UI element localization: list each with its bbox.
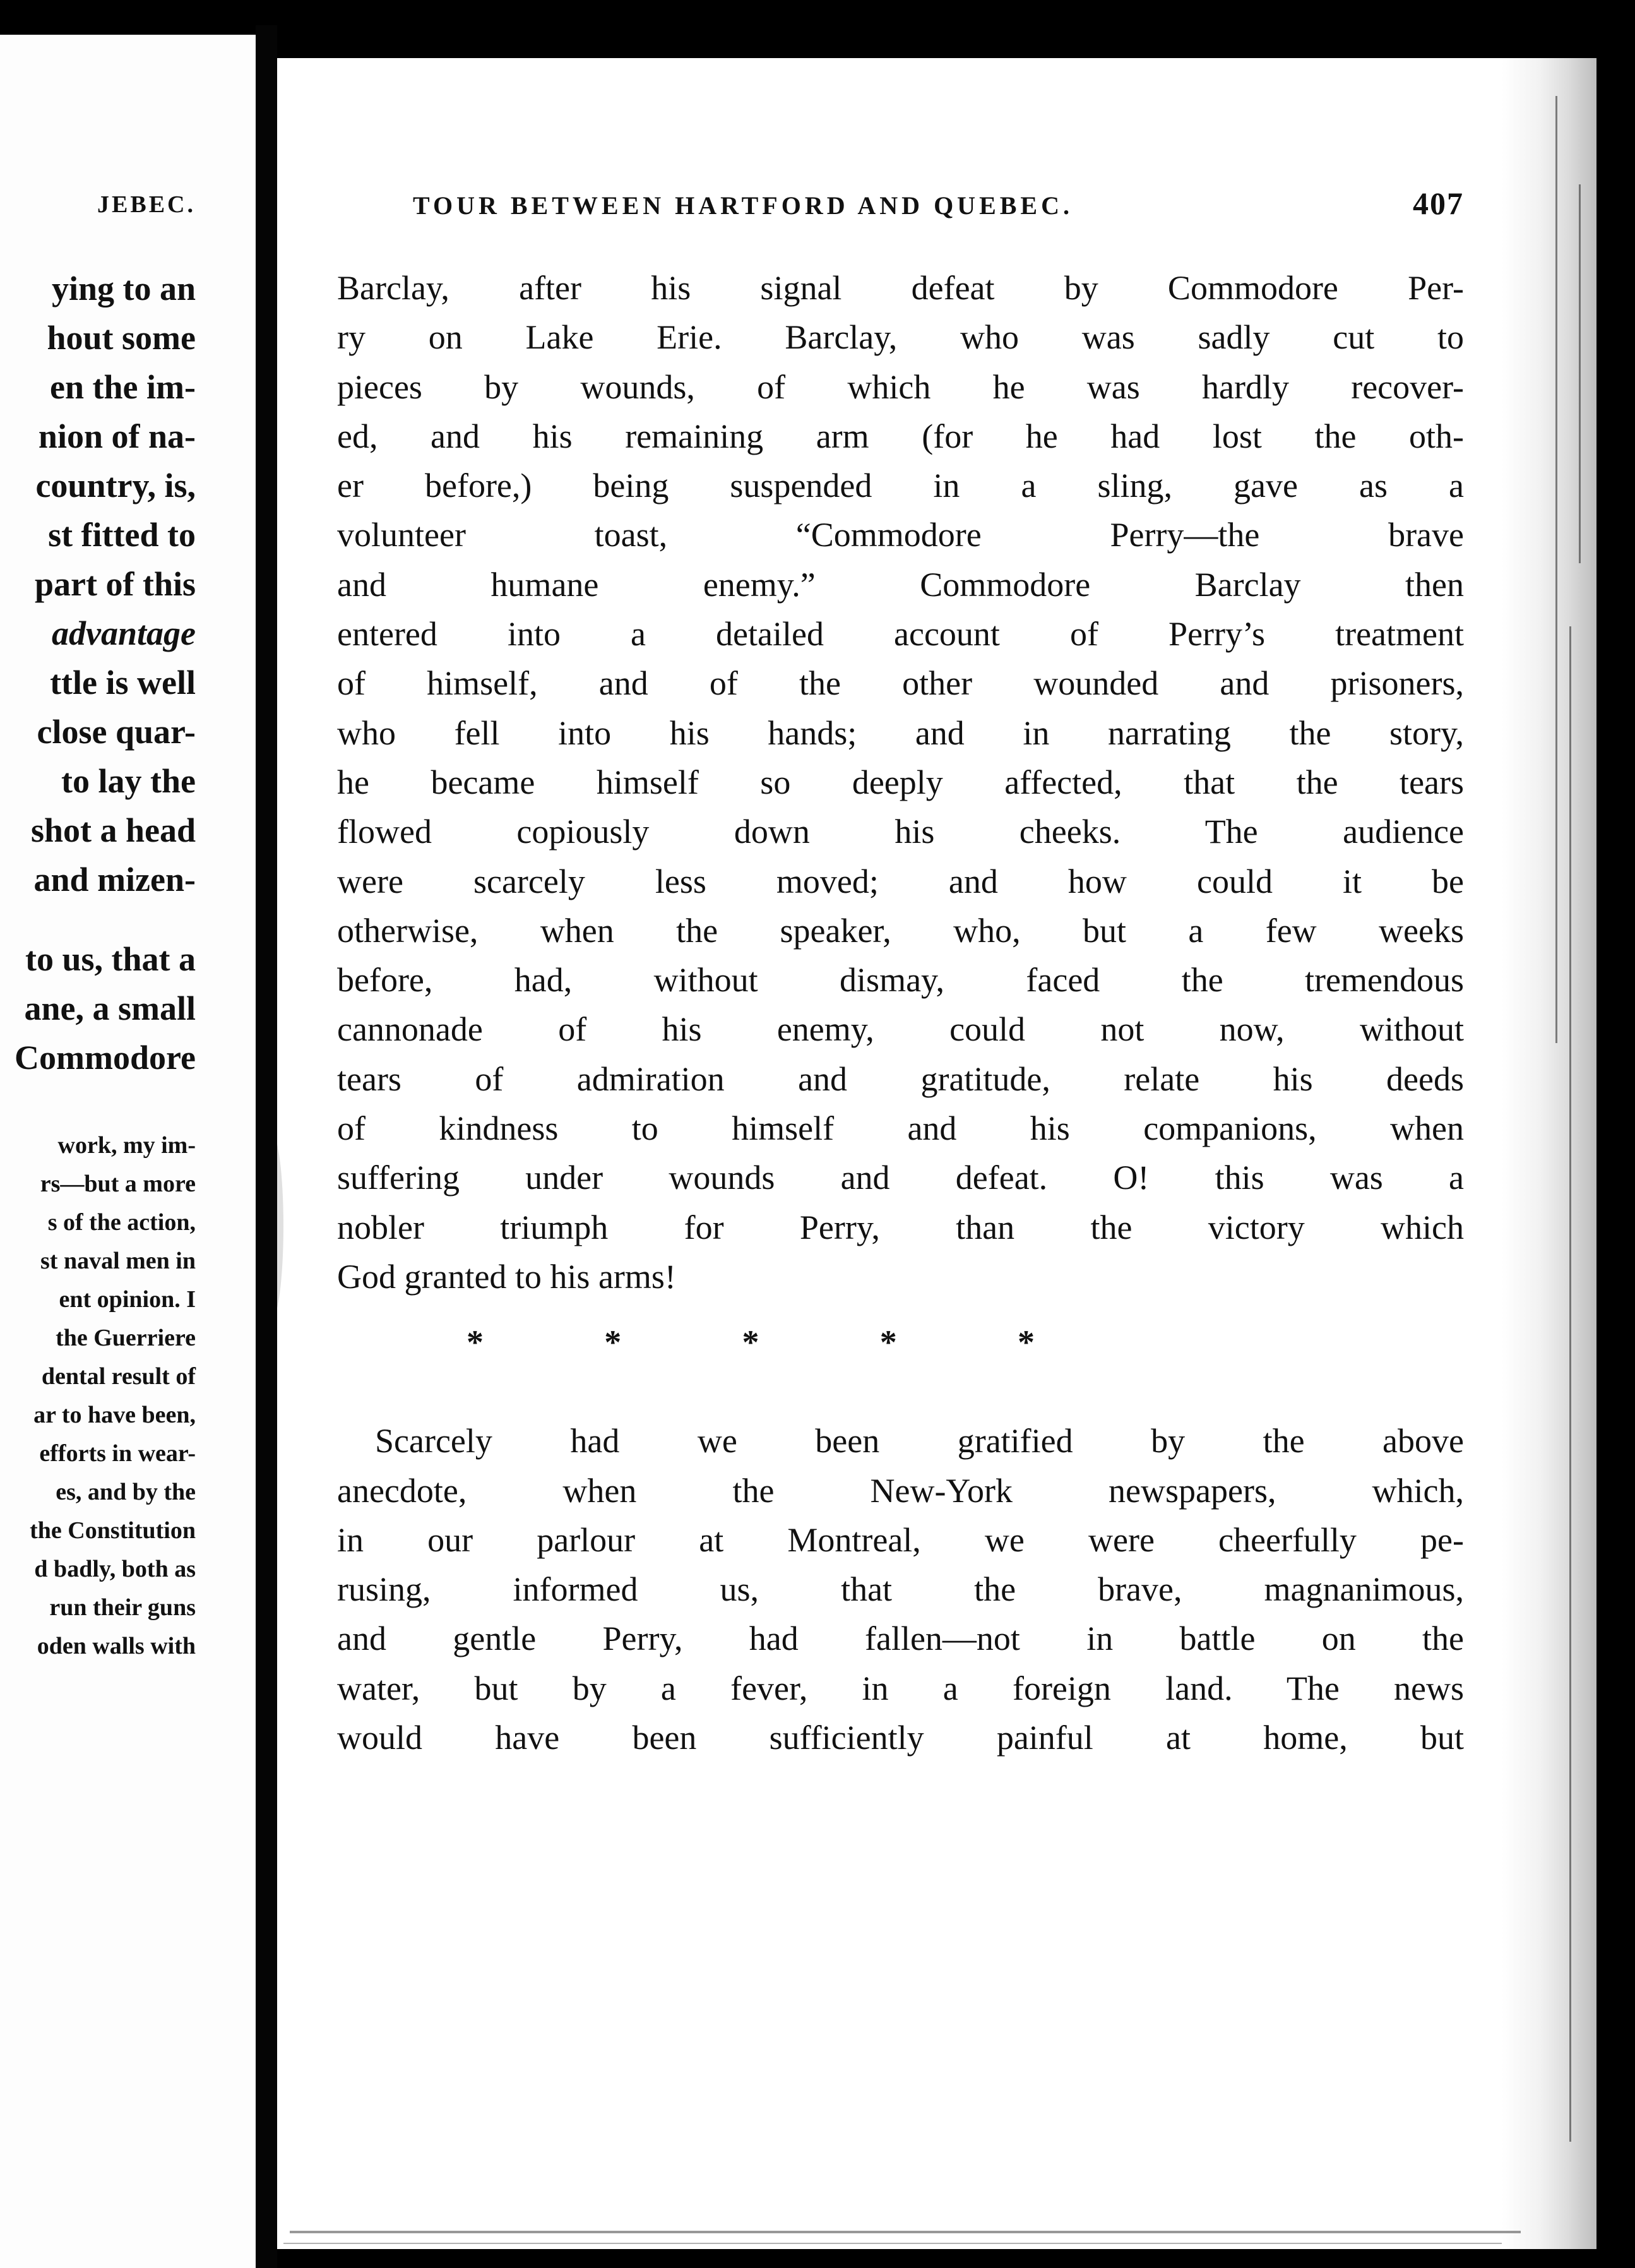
- text-line: of himself, and of the other wounded and prisoners,: [337, 664, 1464, 703]
- page-number: 407: [1413, 186, 1464, 221]
- text-line: advantage: [52, 614, 196, 652]
- text-line: nion of na-: [38, 417, 196, 455]
- text-line: tears of admiration and gratitude, relate his deeds: [337, 1059, 1464, 1098]
- text-line: st fitted to: [48, 516, 196, 554]
- text-line: pieces by wounds, of which he was hardly recover-: [337, 367, 1464, 406]
- text-line: he became himself so deeply affected, that the tears: [337, 763, 1464, 801]
- paragraph-2: [337, 1416, 1464, 1762]
- left-body: [0, 264, 196, 1082]
- text-line: country, is,: [35, 467, 196, 504]
- text-line: hout some: [47, 319, 196, 357]
- separator-star: *: [467, 1323, 484, 1362]
- text-line: es, and by the: [56, 1479, 196, 1505]
- text-line: Scarcely had we been gratified by the above: [375, 1422, 1464, 1460]
- text-line: work, my im-: [57, 1132, 196, 1159]
- text-line: en the im-: [50, 368, 196, 406]
- text-line: suffering under wounds and defeat. O! this was a: [337, 1159, 1464, 1197]
- text-line: part of this: [35, 565, 196, 603]
- text-line: rusing, informed us, that the brave, magnanimous,: [337, 1570, 1464, 1609]
- text-line: the Guerriere: [56, 1325, 196, 1351]
- text-line: efforts in wear-: [39, 1440, 196, 1467]
- right-page-text: [337, 188, 1464, 1762]
- text-line: who fell into his hands; and in narrating the story,: [337, 713, 1464, 752]
- text-line: ry on Lake Erie. Barclay, who was sadly cut to: [337, 318, 1464, 357]
- left-footnotes: [0, 1126, 196, 1666]
- paragraph-1: [337, 263, 1464, 1301]
- right-page: [277, 58, 1596, 2249]
- text-line: nobler triumph for Perry, than the victory which: [337, 1208, 1464, 1246]
- running-head-title: TOUR BETWEEN HARTFORD AND QUEBEC.: [413, 191, 1073, 220]
- text-line: cannonade of his enemy, could not now, without: [337, 1010, 1464, 1049]
- left-running-head: JEBEC.: [97, 191, 196, 218]
- text-line: dental result of: [41, 1363, 196, 1390]
- text-line: anecdote, when the New-York newspapers, which,: [337, 1471, 1464, 1510]
- page-bottom-edge: [290, 2231, 1521, 2233]
- text-line: in our parlour at Montreal, we were cheerfully pe-: [337, 1520, 1464, 1559]
- page-stain: [277, 1131, 283, 1321]
- text-line: to us, that a: [25, 940, 196, 978]
- text-line: entered into a detailed account of Perry’s treatment: [337, 615, 1464, 654]
- text-line: d badly, both as: [34, 1556, 196, 1582]
- text-line: would have been sufficiently painful at home, but: [337, 1719, 1464, 1757]
- text-line: and mizen-: [33, 861, 196, 898]
- text-line: to lay the: [61, 762, 196, 800]
- text-line: the Constitution: [30, 1517, 196, 1544]
- left-page: [0, 35, 256, 2268]
- text-line: [0, 904, 196, 934]
- text-line: and humane enemy.” Commodore Barclay then: [337, 565, 1464, 604]
- text-line: flowed copiously down his cheeks. The audience: [337, 813, 1464, 851]
- text-line: Commodore: [15, 1039, 196, 1077]
- page-bottom-edge: [283, 2243, 1502, 2244]
- separator-star: *: [742, 1323, 759, 1362]
- text-line: before, had, without dismay, faced the tremendous: [337, 961, 1464, 1000]
- text-line: close quar-: [37, 713, 196, 751]
- text-line: rs—but a more: [40, 1171, 196, 1197]
- running-head: [337, 188, 1464, 219]
- text-line: oden walls with: [37, 1633, 196, 1659]
- separator-star: *: [604, 1323, 622, 1362]
- page-edge-line: [1569, 626, 1571, 2142]
- left-page-text: [0, 193, 196, 1666]
- text-line: volunteer toast, “Commodore Perry—the brave: [337, 516, 1464, 554]
- text-line: of kindness to himself and his companions, when: [337, 1109, 1464, 1148]
- separator-star: *: [879, 1323, 897, 1362]
- text-line: and gentle Perry, had fallen—not in battle on the: [337, 1620, 1464, 1658]
- page-edge-shadow: [1502, 58, 1596, 2249]
- text-line: ttle is well: [50, 664, 196, 701]
- text-line: st naval men in: [40, 1248, 196, 1274]
- text-line: er before,) being suspended in a sling, gave as a: [337, 467, 1464, 505]
- text-line: God granted to his arms!: [337, 1257, 676, 1296]
- page-edge-line: [1555, 96, 1557, 1043]
- book-gutter: [256, 25, 277, 2268]
- text-line: s of the action,: [47, 1209, 196, 1236]
- page-edge-line: [1579, 184, 1581, 563]
- text-line: shot a head: [30, 811, 196, 849]
- section-separator: [467, 1323, 1035, 1362]
- text-line: ed, and his remaining arm (for he had lost the oth-: [337, 417, 1464, 455]
- text-line: run their guns: [49, 1594, 196, 1621]
- text-line: ent opinion. I: [59, 1286, 196, 1313]
- text-line: were scarcely less moved; and how could it be: [337, 862, 1464, 900]
- text-line: water, but by a fever, in a foreign land. The news: [337, 1669, 1464, 1707]
- separator-star: *: [1018, 1323, 1035, 1362]
- text-line: ar to have been,: [33, 1402, 196, 1428]
- text-line: Barclay, after his signal defeat by Commodore Per-: [337, 269, 1464, 307]
- text-line: ane, a small: [24, 989, 196, 1027]
- text-line: ying to an: [51, 270, 196, 307]
- text-line: otherwise, when the speaker, who, but a few weeks: [337, 911, 1464, 950]
